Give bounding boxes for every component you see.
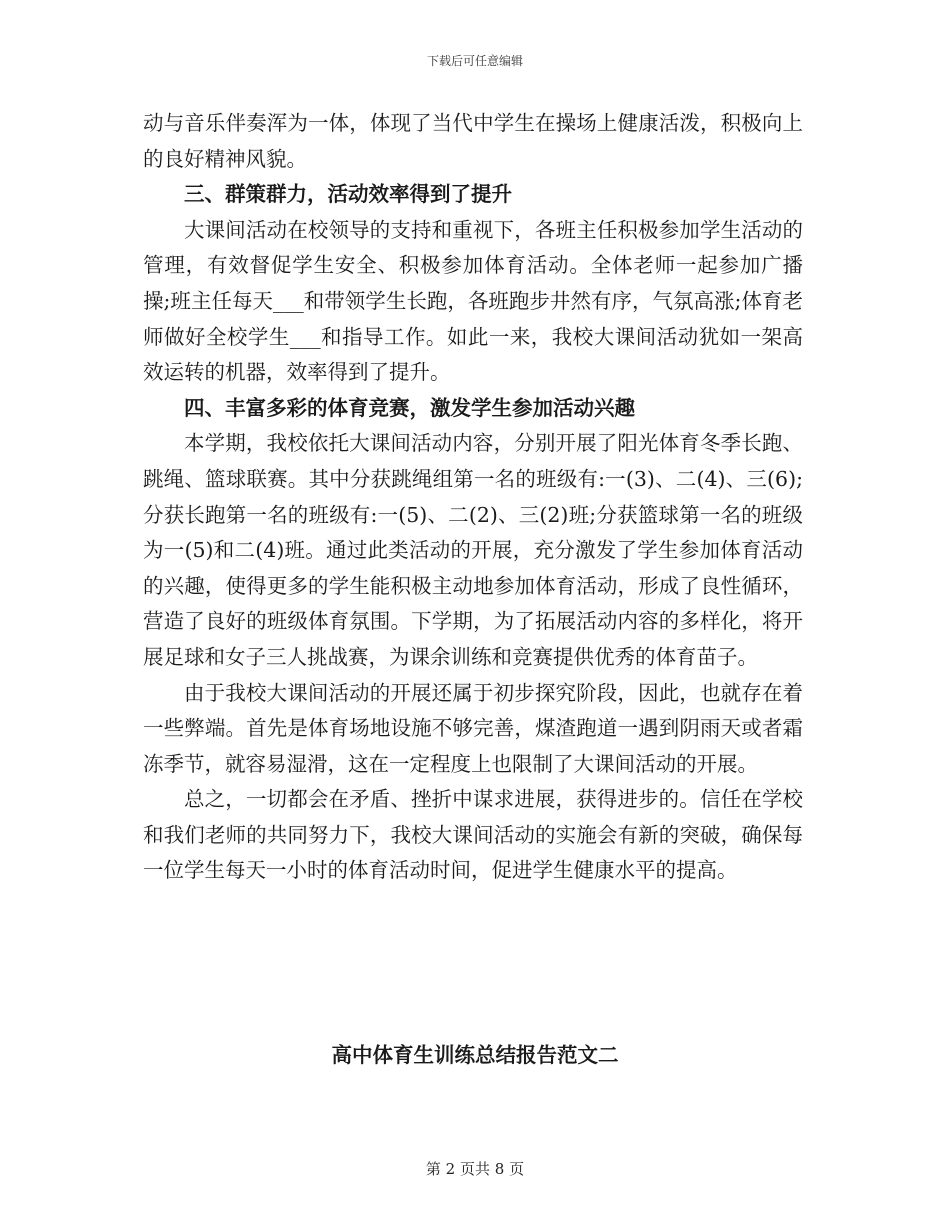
page-header: 下载后可任意编辑	[426, 54, 523, 68]
paragraph: 本学期，我校依托大课间活动内容，分别开展了阳光体育冬季长跑、跳绳、篮球联赛。其中分获跳绳组第一名的班级有:一(3)、二(4)、三(6);分获长跑第一名的班级有:一(5)、二(2)、三(2)班;分获篮球第一名的班级为一(5)和二(4)班。通过此类活动的开展，充分激发了学生参加体育活动的兴趣，使得更多的学生能积极主动地参加体育活动，形成了良性循环，营造了良好的班级体育氛围。下学期，为了拓展活动内容的多样化，将开展足球和女子三人挑战赛，为课余训练和竞赛提供优秀的体育苗子。	[143, 431, 803, 669]
page-number: 第 2 页共 8 页	[425, 1160, 525, 1178]
paragraph: 动与音乐伴奏浑为一体，体现了当代中学生在操场上健康活泼，积极向上的良好精神风貌。	[143, 111, 803, 171]
section-heading: 三、群策群力，活动效率得到了提升	[184, 182, 512, 207]
section-heading: 四、丰富多彩的体育竞赛，激发学生参加活动兴趣	[184, 395, 635, 420]
paragraph: 总之，一切都会在矛盾、挫折中谋求进展，获得进步的。信任在学校和我们老师的共同努力下，我校大课间活动的实施会有新的突破，确保每一位学生每天一小时的体育活动时间，促进学生健康水平的提高。	[143, 787, 803, 883]
paragraph: 由于我校大课间活动的开展还属于初步探究阶段，因此，也就存在着一些弊端。首先是体育场地设施不够完善，煤渣跑道一遇到阴雨天或者霜冻季节，就容易湿滑，这在一定程度上也限制了大课间活动的开展。	[143, 680, 803, 776]
paragraph: 大课间活动在校领导的支持和重视下，各班主任积极参加学生活动的管理，有效督促学生安全、积极参加体育活动。全体老师一起参加广播操;班主任每天___和带领学生长跑，各班跑步井然有序，气氛高涨;体育老师做好全校学生___和指导工作。如此一来，我校大课间活动犹如一架高效运转的机器，效率得到了提升。	[143, 217, 803, 385]
section-title: 高中体育生训练总结报告范文二	[331, 1043, 619, 1067]
document-body	[143, 106, 803, 889]
